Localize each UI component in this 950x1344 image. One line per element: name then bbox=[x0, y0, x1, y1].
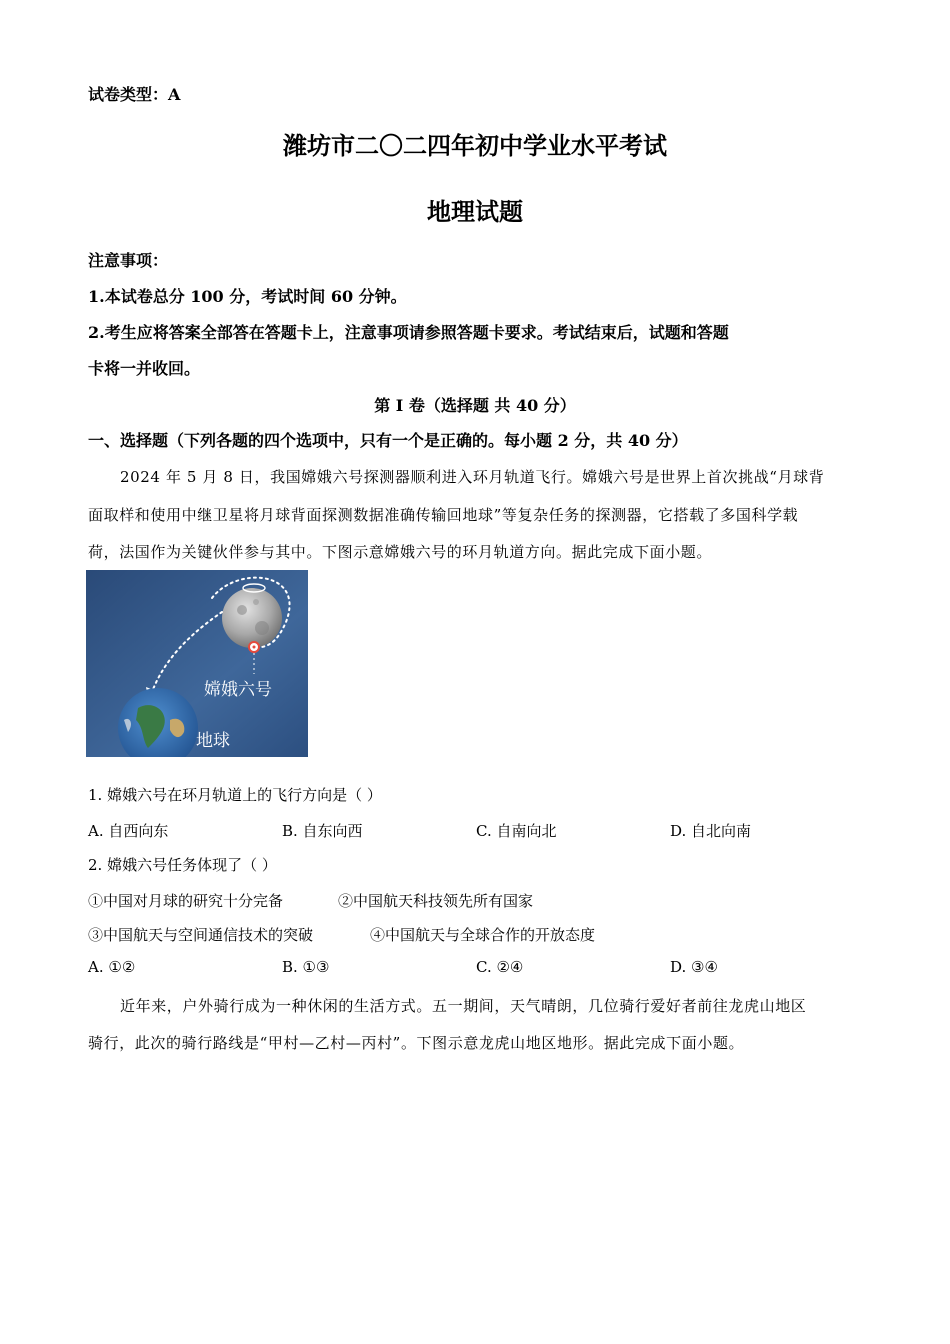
section-heading: 一、选择题（下列各题的四个选项中，只有一个是正确的。每小题 2 分，共 40 分） bbox=[88, 431, 688, 450]
question-1-option-b: B. 自东向西 bbox=[282, 822, 363, 840]
passage-1-line-2: 面取样和使用中继卫星将月球背面探测数据准确传输回地球”等复杂任务的探测器，它搭载了多国科学载 bbox=[88, 506, 799, 524]
passage-2-line-2: 骑行，此次的骑行路线是“甲村—乙村—丙村”。下图示意龙虎山地区地形。据此完成下面小题。 bbox=[88, 1034, 745, 1052]
notice-item-2-line-2: 卡将一并收回。 bbox=[88, 359, 201, 378]
question-2-statement-3: ③中国航天与空间通信技术的突破 bbox=[88, 926, 314, 944]
question-2-statement-1: ①中国对月球的研究十分完备 bbox=[88, 892, 284, 910]
earth-label: 地球 bbox=[196, 731, 230, 751]
notice-item-1: 1.本试卷总分 100 分，考试时间 60 分钟。 bbox=[88, 287, 407, 306]
volume-heading: 第 I 卷（选择题 共 40 分） bbox=[374, 396, 576, 415]
question-2-option-d: D. ③④ bbox=[670, 958, 718, 976]
question-2-option-c: C. ②④ bbox=[476, 958, 524, 976]
orbit-figure bbox=[86, 570, 308, 757]
question-2-statement-2: ②中国航天科技领先所有国家 bbox=[338, 892, 534, 910]
question-2-stem: 2. 嫦娥六号任务体现了（ ） bbox=[88, 856, 277, 874]
passage-1-line-1: 2024 年 5 月 8 日，我国嫦娥六号探测器顺利进入环月轨道飞行。嫦娥六号是世界上首次挑战“月球背 bbox=[120, 468, 825, 486]
question-2-option-b: B. ①③ bbox=[282, 958, 330, 976]
question-1-option-c: C. 自南向北 bbox=[476, 822, 557, 840]
page-subtitle: 地理试题 bbox=[427, 197, 523, 226]
question-1-option-a: A. 自西向东 bbox=[88, 822, 169, 840]
passage-1-line-3: 荷，法国作为关键伙伴参与其中。下图示意嫦娥六号的环月轨道方向。据此完成下面小题。 bbox=[88, 543, 713, 561]
page-title: 潍坊市二〇二四年初中学业水平考试 bbox=[283, 131, 667, 160]
question-1-stem: 1. 嫦娥六号在环月轨道上的飞行方向是（ ） bbox=[88, 786, 382, 804]
probe-label: 嫦娥六号 bbox=[204, 680, 272, 700]
question-2-option-a: A. ①② bbox=[88, 958, 136, 976]
paper-type: 试卷类型：A bbox=[88, 85, 181, 104]
question-2-statement-4: ④中国航天与全球合作的开放态度 bbox=[370, 926, 596, 944]
passage-2-line-1: 近年来，户外骑行成为一种休闲的生活方式。五一期间，天气晴朗，几位骑行爱好者前往龙虎山地区 bbox=[120, 997, 807, 1015]
question-1-option-d: D. 自北向南 bbox=[670, 822, 752, 840]
notice-heading: 注意事项： bbox=[88, 251, 169, 270]
notice-item-2-line-1: 2.考生应将答案全部答在答题卡上，注意事项请参照答题卡要求。考试结束后，试题和答题 bbox=[88, 323, 729, 342]
